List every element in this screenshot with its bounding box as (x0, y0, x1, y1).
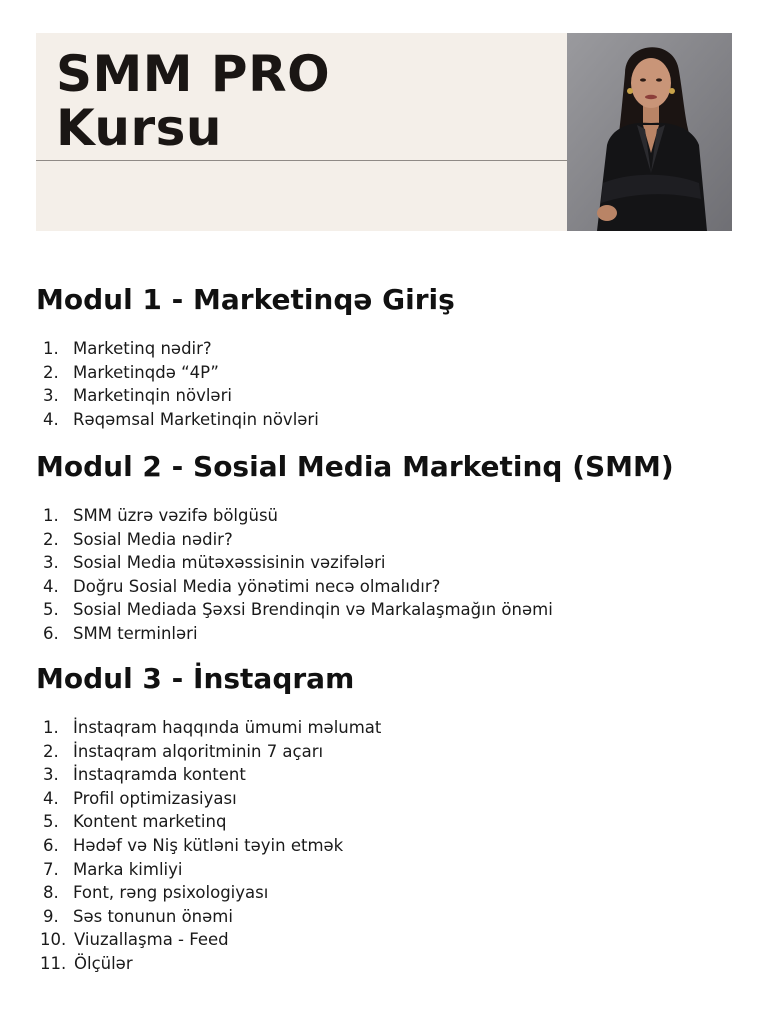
list-item-text: Doğru Sosial Media yönətimi necə olmalıdır? (73, 576, 441, 596)
list-item (36, 763, 736, 787)
list-item-text: SMM terminləri (73, 623, 198, 643)
module-1 (36, 283, 736, 431)
header-divider (36, 160, 567, 161)
list-item-number: 2. (43, 362, 59, 382)
course-title-line-2: Kursu (56, 99, 222, 157)
list-item (36, 622, 736, 646)
list-item-number: 4. (43, 409, 59, 429)
list-item-number: 4. (43, 576, 59, 596)
course-title (56, 47, 330, 155)
list-item-text: Marka kimliyi (73, 859, 183, 879)
list-item-text: İnstaqram alqoritminin 7 açarı (73, 741, 324, 761)
list-item-text: Hədəf və Niş kütləni təyin etmək (73, 835, 344, 855)
list-item-number: 4. (43, 788, 59, 808)
list-item (36, 337, 736, 361)
woman-portrait-photo (567, 33, 732, 231)
list-item (36, 905, 736, 929)
course-header (36, 33, 732, 231)
course-title-line-1: SMM PRO (56, 45, 331, 103)
list-item (36, 361, 736, 385)
list-item-text: Viuzallaşma - Feed (74, 930, 229, 950)
list-item-text: İnstaqram haqqında ümumi məlumat (73, 718, 382, 737)
list-item (36, 408, 736, 432)
list-item-number: 3. (43, 765, 59, 785)
module-3 (36, 662, 736, 976)
list-item-text: Marketinqdə “4P” (73, 362, 219, 382)
list-item (36, 528, 736, 552)
list-item-text: Səs tonunun önəmi (73, 906, 233, 926)
list-item (36, 881, 736, 905)
list-item-number: 1. (43, 718, 59, 737)
list-item-number: 3. (43, 553, 59, 573)
list-item-number: 1. (43, 506, 59, 525)
module-1-title: Modul 1 - Marketinqə Giriş (36, 283, 455, 316)
list-item-number: 6. (43, 835, 59, 855)
list-item (36, 928, 736, 952)
list-item (36, 551, 736, 575)
list-item-number: 1. (43, 339, 59, 358)
module-1-list (36, 337, 736, 431)
list-item-number: 7. (43, 859, 59, 879)
list-item-number: 5. (43, 812, 59, 832)
list-item-text: SMM üzrə vəzifə bölgüsü (73, 506, 278, 525)
list-item-text: Marketinq nədir? (73, 339, 212, 358)
list-item (36, 740, 736, 764)
list-item-number: 2. (43, 741, 59, 761)
list-item-text: Kontent marketinq (73, 812, 227, 832)
list-item-text: Font, rəng psixologiyası (73, 883, 269, 903)
list-item (36, 810, 736, 834)
list-item-text: Sosial Media mütəxəssisinin vəzifələri (73, 553, 386, 573)
list-item-text: İnstaqramda kontent (73, 765, 246, 785)
list-item-text: Rəqəmsal Marketinqin növləri (73, 409, 319, 429)
list-item-number: 10. (40, 930, 67, 950)
list-item (36, 716, 736, 740)
list-item-text: Sosial Media nədir? (73, 529, 233, 549)
list-item (36, 787, 736, 811)
list-item-number: 3. (43, 386, 59, 406)
module-2-list (36, 504, 736, 646)
module-3-list (36, 716, 736, 976)
list-item (36, 575, 736, 599)
list-item-text: Marketinqin növləri (73, 386, 232, 406)
list-item-number: 8. (43, 883, 59, 903)
list-item-text: Profil optimizasiyası (73, 788, 237, 808)
portrait-icon (567, 33, 732, 231)
module-2-title: Modul 2 - Sosial Media Marketinq (SMM) (36, 450, 674, 483)
module-3-title: Modul 3 - İnstaqram (36, 662, 355, 695)
list-item-number: 11. (40, 953, 67, 973)
list-item-number: 5. (43, 600, 59, 620)
list-item (36, 952, 736, 976)
list-item (36, 598, 736, 622)
list-item (36, 384, 736, 408)
list-item-text: Sosial Mediada Şəxsi Brendinqin və Markalaşmağın önəmi (73, 600, 553, 620)
list-item-number: 2. (43, 529, 59, 549)
list-item-text: Ölçülər (74, 953, 133, 973)
list-item (36, 504, 736, 528)
list-item (36, 858, 736, 882)
list-item-number: 6. (43, 623, 59, 643)
list-item (36, 834, 736, 858)
list-item-number: 9. (43, 906, 59, 926)
module-2 (36, 450, 736, 646)
